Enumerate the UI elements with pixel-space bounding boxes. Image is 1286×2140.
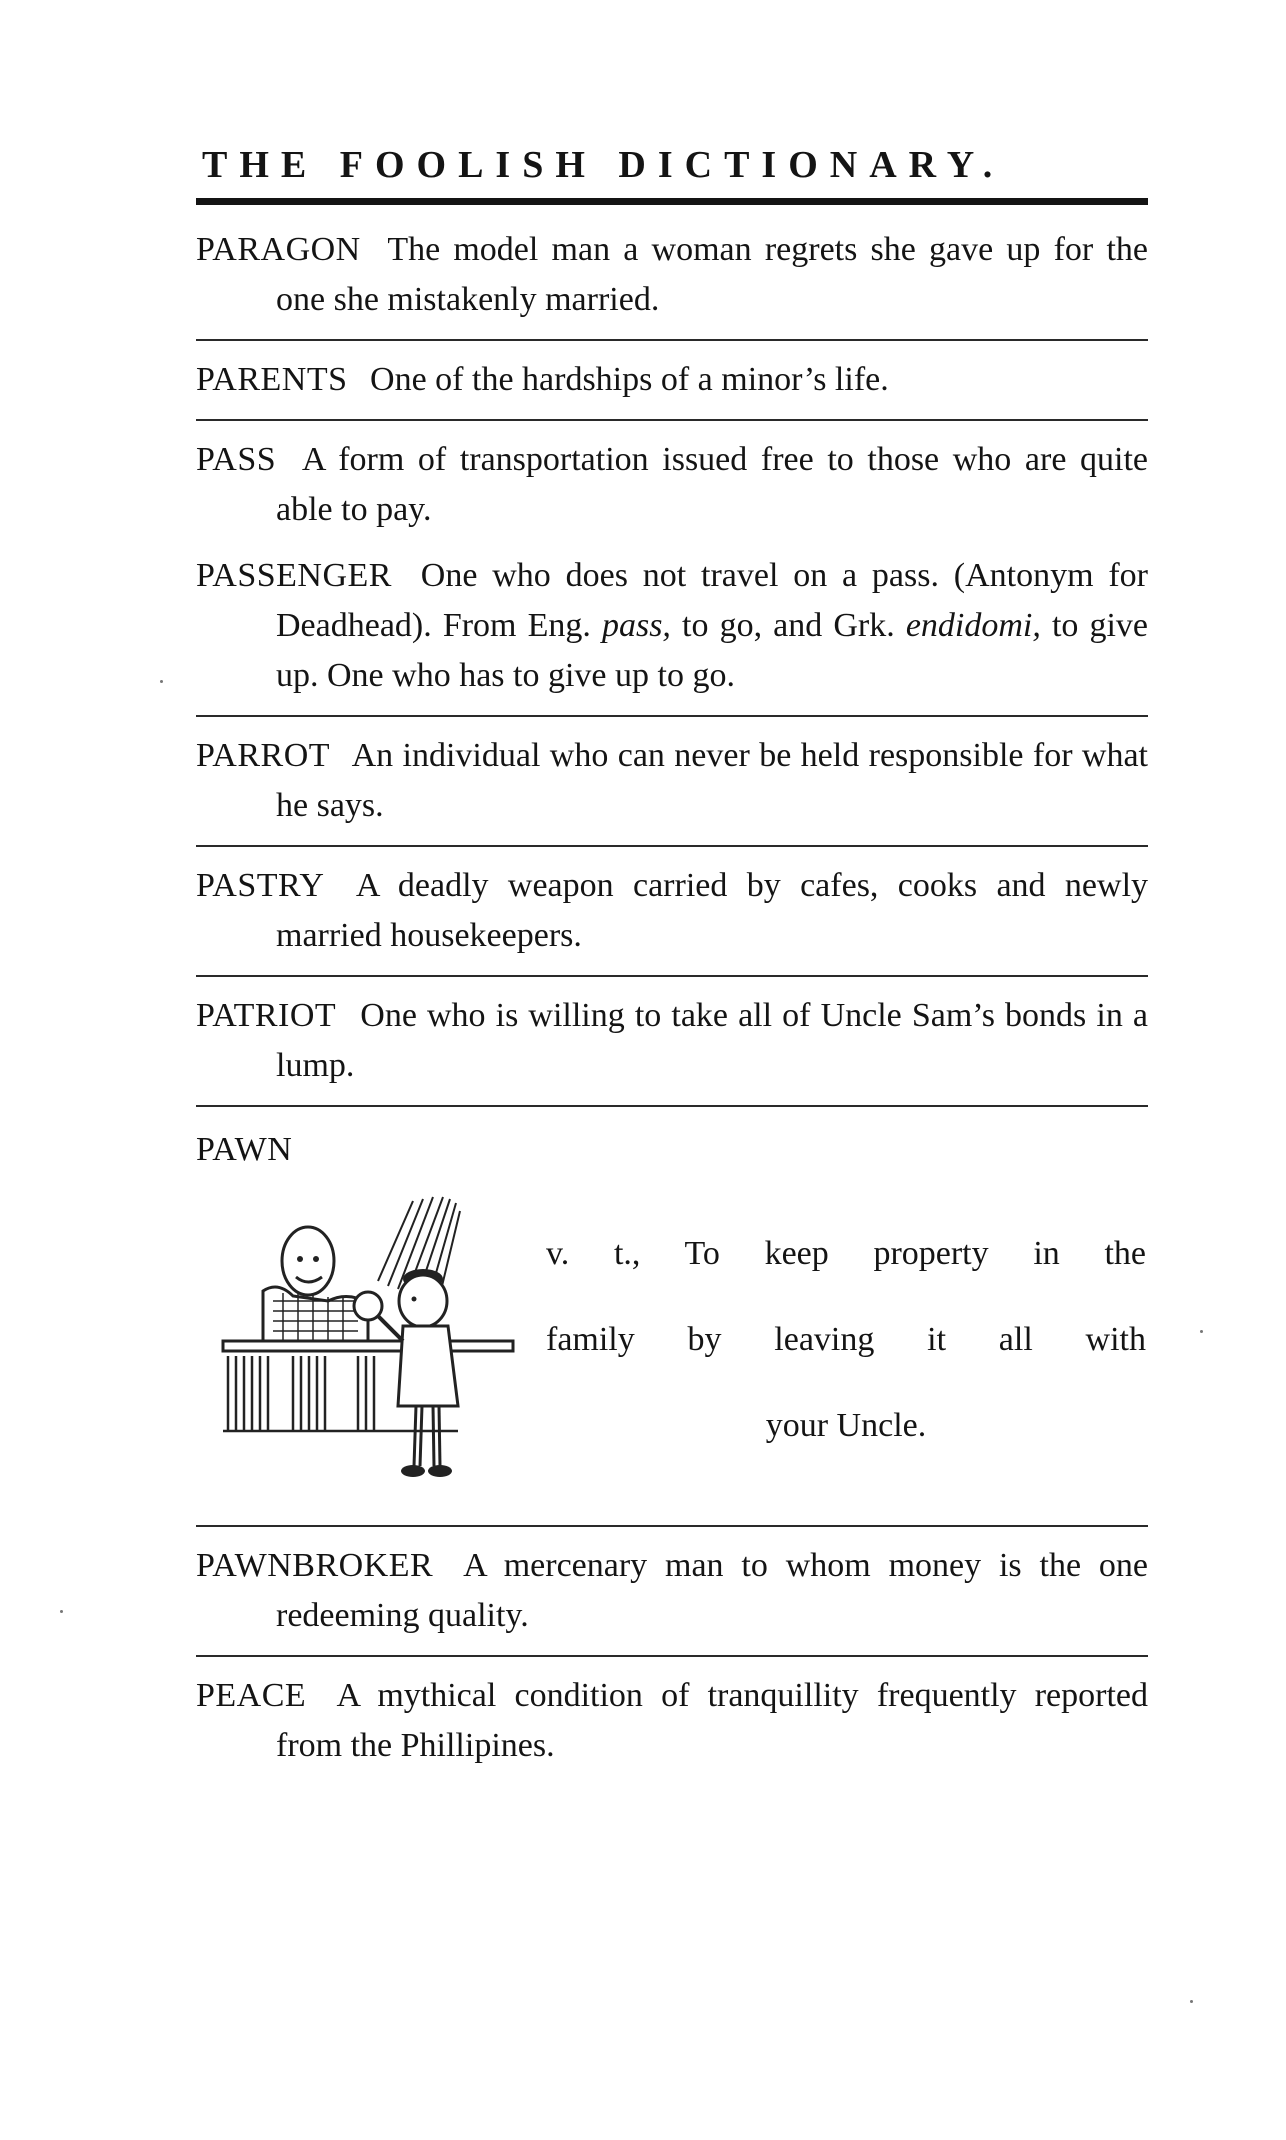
- term: PASTRY: [196, 867, 325, 904]
- definition-line: family by leaving it all with: [546, 1321, 1146, 1358]
- head-rule: [196, 198, 1148, 205]
- customer-head: [399, 1275, 447, 1327]
- entry-parrot: [196, 731, 1148, 831]
- pawn-block: [196, 1181, 1148, 1511]
- definition: One who is willing to take all of Uncle Sam’s bonds in a lump.: [276, 997, 1149, 1084]
- definition: A deadly weapon carried by cafes, cooks and newly married housekeepers.: [276, 867, 1149, 954]
- divider: [196, 339, 1148, 341]
- term: PARAGON: [196, 231, 361, 268]
- term: PARROT: [196, 737, 331, 774]
- divider: [196, 845, 1148, 847]
- entry-passenger: [196, 551, 1148, 701]
- entry-peace: [196, 1671, 1148, 1771]
- paper-speck: [1190, 2000, 1193, 2003]
- paper-speck: [1200, 1330, 1203, 1333]
- entry-pastry: [196, 861, 1148, 961]
- term: PATRIOT: [196, 997, 337, 1034]
- customer-coat: [398, 1326, 458, 1406]
- etymology-word: pass,: [601, 607, 671, 644]
- entry-pawn: [196, 1125, 1148, 1175]
- spacer: [196, 535, 1148, 551]
- entry-paragon: [196, 225, 1148, 325]
- divider: [196, 1525, 1148, 1527]
- definition: A mercenary man to whom money is the one redeeming quality.: [276, 1547, 1148, 1634]
- entry-patriot: [196, 991, 1148, 1091]
- paper-speck: [160, 680, 163, 683]
- definition: An individual who can never be held responsible for what he says.: [276, 737, 1148, 824]
- definition-part: to go, and Grk.: [682, 607, 895, 644]
- customer-legs: [414, 1406, 440, 1466]
- definition: A form of transportation issued free to those who are quite able to pay.: [276, 441, 1149, 528]
- dictionary-page: [196, 140, 1148, 1771]
- term: PEACE: [196, 1677, 307, 1714]
- entry-pass: [196, 435, 1148, 535]
- definition: A mythical condition of tranquillity frequently reported from the Phillipines.: [276, 1677, 1148, 1764]
- term: PASSENGER: [196, 557, 392, 594]
- broker-head: [282, 1227, 334, 1295]
- divider: [196, 975, 1148, 977]
- definition-line: your Uncle.: [765, 1407, 927, 1444]
- term: PASS: [196, 441, 277, 478]
- definition-line: v. t., To keep property in the: [546, 1235, 1146, 1272]
- definition: The model man a woman regrets she gave up for the one she mistakenly married.: [276, 231, 1148, 318]
- paper-speck: [60, 1610, 63, 1613]
- divider: [196, 1105, 1148, 1107]
- term: PAWN: [196, 1131, 293, 1168]
- divider: [196, 715, 1148, 717]
- definition-part: One who does not travel on a pass. (Antonym for Deadhead). From Eng.: [276, 557, 1149, 644]
- running-head: THE FOOLISH DICTIONARY.: [202, 144, 1005, 186]
- pawnbroker-illustration: [218, 1191, 518, 1491]
- entry-parents: [196, 355, 1148, 405]
- entry-pawnbroker: [196, 1541, 1148, 1641]
- term: PAWNBROKER: [196, 1547, 434, 1584]
- watch-icon: [354, 1292, 382, 1320]
- divider: [196, 1655, 1148, 1657]
- definition: One of the hardships of a minor’s life.: [370, 361, 889, 398]
- etymology-word: endidomi,: [905, 607, 1041, 644]
- pawn-definition: [546, 1211, 1146, 1469]
- term: PARENTS: [196, 361, 348, 398]
- definition-part: to give up. One who has to give up to go.: [276, 607, 1149, 694]
- divider: [196, 419, 1148, 421]
